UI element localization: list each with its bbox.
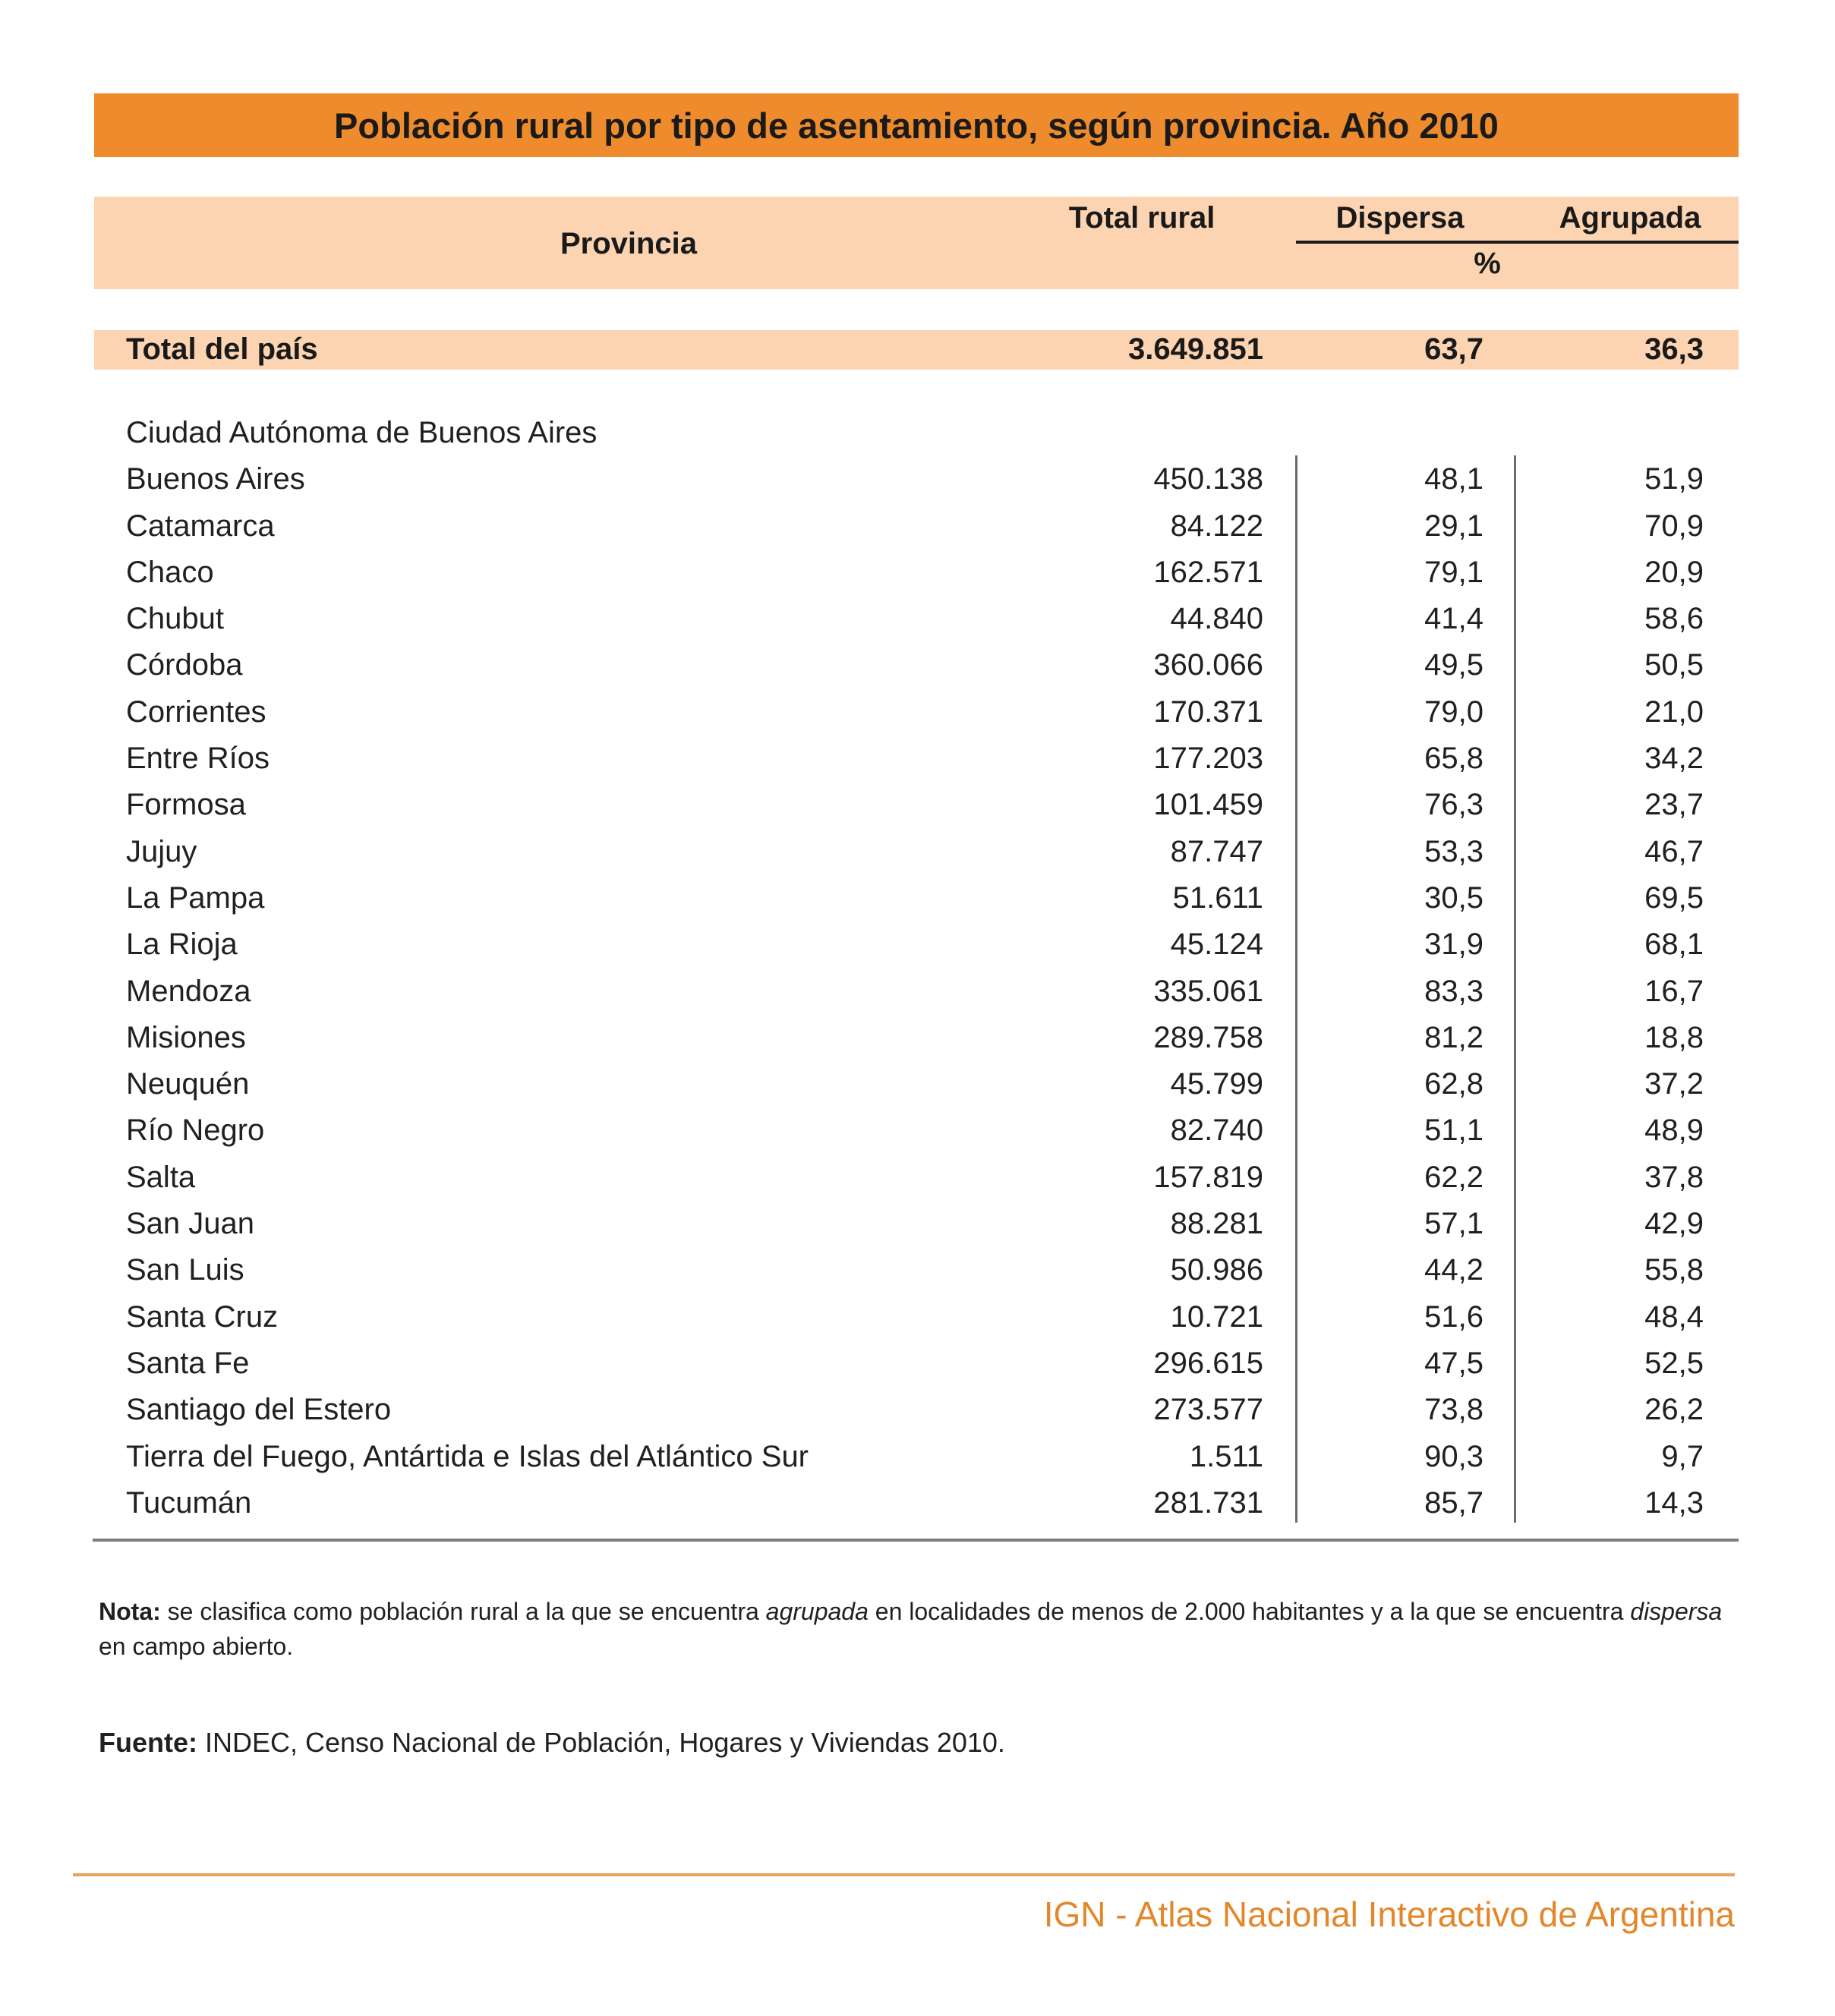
row-dispersa: 81,2 — [1424, 1020, 1483, 1054]
row-total-rural: 273.577 — [1153, 1393, 1263, 1427]
row-agrupada: 23,7 — [1644, 788, 1704, 822]
row-province: Santiago del Estero — [126, 1393, 392, 1427]
note-em-dispersa: dispersa — [1630, 1598, 1723, 1625]
row-province: Mendoza — [126, 974, 251, 1008]
row-total-rural: 10.721 — [1170, 1299, 1263, 1334]
row-total-rural: 44.840 — [1170, 602, 1263, 636]
row-province: Buenos Aires — [126, 462, 305, 496]
table-row — [94, 411, 1739, 458]
row-province: Tierra del Fuego, Antártida e Islas del Atlántico Sur — [126, 1439, 809, 1473]
table-row — [94, 1202, 1739, 1249]
footer-credit: IGN - Atlas Nacional Interactivo de Argentina — [1043, 1895, 1735, 1934]
row-total-rural: 360.066 — [1153, 648, 1263, 682]
row-province: Catamarca — [126, 509, 275, 543]
row-agrupada: 52,5 — [1644, 1346, 1704, 1380]
row-dispersa: 44,2 — [1424, 1253, 1483, 1287]
header-dispersa: Dispersa — [1335, 201, 1465, 235]
row-province: San Juan — [126, 1207, 255, 1241]
row-province: Misiones — [126, 1020, 246, 1054]
source-label: Fuente: — [99, 1727, 197, 1758]
row-total-rural: 82.740 — [1170, 1114, 1263, 1148]
row-province: Salta — [126, 1160, 196, 1194]
table-row — [94, 1388, 1739, 1435]
row-dispersa: 90,3 — [1424, 1439, 1483, 1473]
row-dispersa: 51,1 — [1424, 1114, 1483, 1148]
table-header — [94, 197, 1739, 289]
footer-rule — [73, 1873, 1735, 1876]
row-dispersa: 83,3 — [1424, 974, 1483, 1008]
row-province: Entre Ríos — [126, 742, 270, 776]
row-dispersa: 65,8 — [1424, 742, 1483, 776]
row-total-rural: 162.571 — [1153, 555, 1263, 589]
row-dispersa: 41,4 — [1424, 602, 1483, 636]
table-row — [94, 1435, 1739, 1482]
row-dispersa: 47,5 — [1424, 1346, 1483, 1380]
table-row — [94, 1296, 1739, 1342]
table-row — [94, 644, 1739, 690]
row-dispersa: 62,8 — [1424, 1067, 1483, 1101]
row-province: Santa Cruz — [126, 1299, 279, 1334]
row-province: Ciudad Autónoma de Buenos Aires — [126, 416, 597, 449]
note-label: Nota: — [99, 1598, 161, 1625]
row-total-rural: 84.122 — [1170, 509, 1263, 543]
row-dispersa: 29,1 — [1424, 509, 1483, 543]
row-province: Córdoba — [126, 648, 243, 682]
table-row — [94, 1156, 1739, 1202]
total-row — [94, 330, 1739, 370]
row-dispersa: 79,0 — [1424, 695, 1483, 729]
table-row — [94, 830, 1739, 877]
row-total-rural: 335.061 — [1153, 974, 1263, 1008]
table-row — [94, 551, 1739, 597]
note-em-agrupada: agrupada — [765, 1598, 869, 1625]
row-dispersa: 85,7 — [1424, 1485, 1483, 1520]
source — [99, 1727, 1005, 1759]
header-unit-percent: % — [1474, 247, 1501, 280]
row-agrupada: 68,1 — [1644, 928, 1704, 962]
row-total-rural: 170.371 — [1153, 695, 1263, 729]
table-row — [94, 923, 1739, 969]
row-total-rural: 45.124 — [1170, 928, 1263, 962]
row-agrupada: 20,9 — [1644, 555, 1704, 589]
row-total-rural: 157.819 — [1153, 1160, 1263, 1194]
source-text: INDEC, Censo Nacional de Población, Hogares y Viviendas 2010. — [197, 1727, 1005, 1758]
row-total-rural: 87.747 — [1170, 834, 1263, 868]
row-agrupada: 16,7 — [1644, 974, 1704, 1008]
row-dispersa: 30,5 — [1424, 880, 1483, 915]
row-agrupada: 50,5 — [1644, 648, 1704, 682]
row-province: Corrientes — [126, 695, 266, 729]
row-total-rural: 51.611 — [1172, 880, 1263, 915]
header-total-rural: Total rural — [1068, 201, 1215, 235]
row-agrupada: 21,0 — [1644, 695, 1704, 729]
total-row-label: Total del país — [126, 332, 318, 366]
total-row-dispersa: 63,7 — [1424, 332, 1483, 366]
row-total-rural: 88.281 — [1170, 1207, 1263, 1241]
header-provincia: Provincia — [560, 227, 698, 260]
row-province: La Pampa — [126, 880, 265, 915]
row-total-rural: 45.799 — [1170, 1067, 1263, 1101]
row-dispersa: 57,1 — [1424, 1207, 1483, 1241]
table-row — [94, 1016, 1739, 1063]
table-row — [94, 877, 1739, 923]
row-province: La Rioja — [126, 928, 238, 962]
row-agrupada: 18,8 — [1644, 1020, 1704, 1054]
row-province: Formosa — [126, 788, 246, 822]
table-row — [94, 691, 1739, 737]
row-agrupada: 48,9 — [1644, 1114, 1704, 1148]
row-dispersa: 31,9 — [1424, 928, 1483, 962]
header-underline — [1296, 241, 1739, 244]
row-dispersa: 48,1 — [1424, 462, 1483, 496]
row-agrupada: 48,4 — [1644, 1299, 1704, 1334]
row-province: Chaco — [126, 555, 214, 589]
row-province: Tucumán — [126, 1485, 252, 1520]
note-text-2: en localidades de menos de 2.000 habitantes y a la que se encuentra — [868, 1598, 1631, 1625]
table-title: Población rural por tipo de asentamiento, según provincia. Año 2010 — [94, 93, 1739, 157]
row-agrupada: 37,8 — [1644, 1160, 1704, 1194]
row-agrupada: 9,7 — [1661, 1439, 1704, 1473]
table-row — [94, 458, 1739, 504]
row-province: San Luis — [126, 1253, 244, 1287]
row-total-rural: 177.203 — [1153, 742, 1263, 776]
row-total-rural: 1.511 — [1189, 1439, 1263, 1473]
row-total-rural: 296.615 — [1153, 1346, 1263, 1380]
table-row — [94, 1342, 1739, 1388]
row-dispersa: 76,3 — [1424, 788, 1483, 822]
row-dispersa: 79,1 — [1424, 555, 1483, 589]
table-row — [94, 1109, 1739, 1155]
row-dispersa: 53,3 — [1424, 834, 1483, 868]
row-province: Jujuy — [126, 834, 197, 868]
row-dispersa: 73,8 — [1424, 1393, 1483, 1427]
note-text-3: en campo abierto. — [99, 1633, 294, 1660]
row-agrupada: 55,8 — [1644, 1253, 1704, 1287]
row-dispersa: 62,2 — [1424, 1160, 1483, 1194]
row-province: Chubut — [126, 602, 224, 636]
table-row — [94, 1482, 1739, 1528]
table-body — [94, 411, 1739, 1528]
row-agrupada: 42,9 — [1644, 1207, 1704, 1241]
row-total-rural: 101.459 — [1153, 788, 1263, 822]
row-agrupada: 70,9 — [1644, 509, 1704, 543]
table-row — [94, 783, 1739, 830]
total-row-total: 3.649.851 — [1128, 332, 1263, 366]
row-agrupada: 14,3 — [1644, 1485, 1704, 1520]
row-province: Santa Fe — [126, 1346, 250, 1380]
table-row — [94, 737, 1739, 783]
row-total-rural: 50.986 — [1170, 1253, 1263, 1287]
row-agrupada: 58,6 — [1644, 602, 1704, 636]
header-agrupada: Agrupada — [1559, 201, 1701, 235]
row-agrupada: 26,2 — [1644, 1393, 1704, 1427]
table-row — [94, 1063, 1739, 1109]
row-total-rural: 289.758 — [1153, 1020, 1263, 1054]
row-agrupada: 34,2 — [1644, 742, 1704, 776]
table-row — [94, 505, 1739, 551]
row-province: Río Negro — [126, 1114, 265, 1148]
row-dispersa: 49,5 — [1424, 648, 1483, 682]
note-text-1: se clasifica como población rural a la que se encuentra — [160, 1598, 766, 1625]
row-agrupada: 51,9 — [1644, 462, 1704, 496]
note — [99, 1594, 1739, 1664]
total-row-agrupada: 36,3 — [1644, 332, 1704, 366]
row-total-rural: 450.138 — [1153, 462, 1263, 496]
row-total-rural: 281.731 — [1153, 1485, 1263, 1520]
row-agrupada: 37,2 — [1644, 1067, 1704, 1101]
row-dispersa: 51,6 — [1424, 1299, 1483, 1334]
row-agrupada: 69,5 — [1644, 880, 1704, 915]
table-row — [94, 597, 1739, 644]
row-agrupada: 46,7 — [1644, 834, 1704, 868]
table-row — [94, 1249, 1739, 1295]
row-province: Neuquén — [126, 1067, 250, 1101]
table-row — [94, 970, 1739, 1016]
table-bottom-rule — [93, 1539, 1739, 1542]
